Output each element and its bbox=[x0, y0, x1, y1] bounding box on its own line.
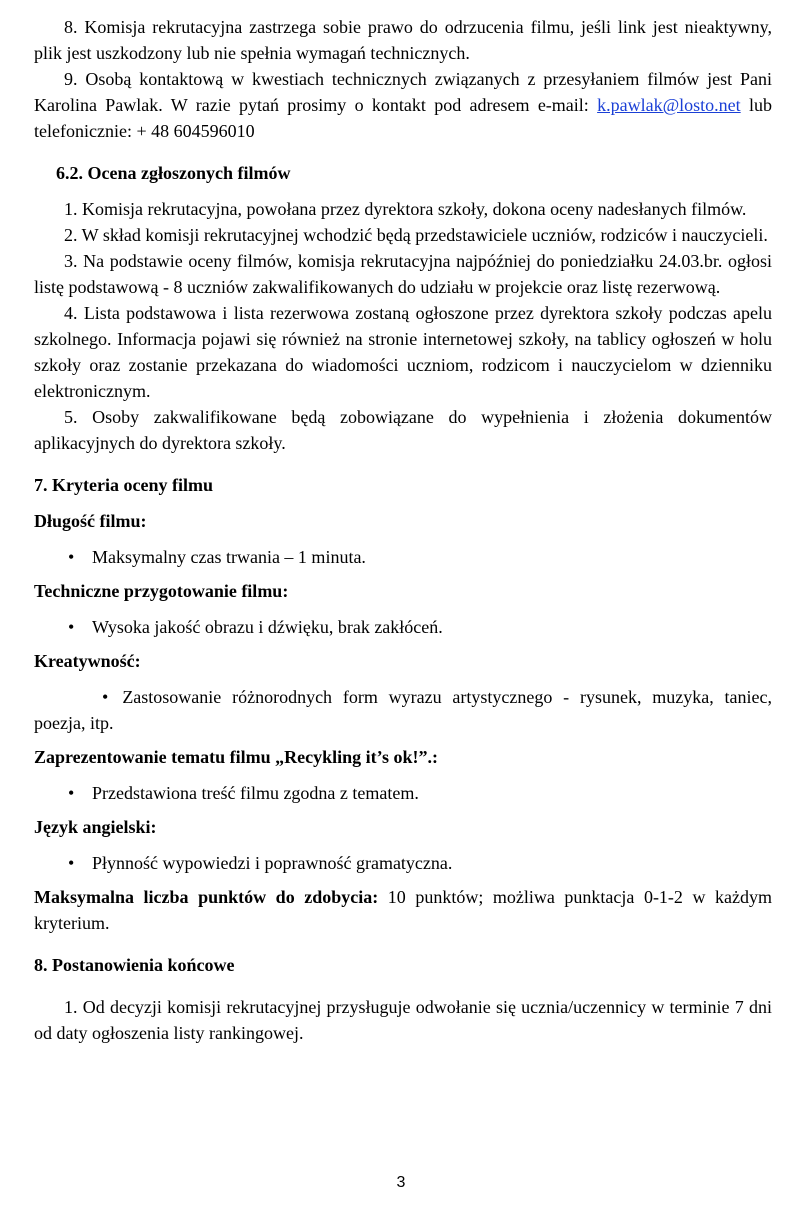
criterion-bullet bbox=[34, 614, 772, 640]
section-6-2-item: 2. W skład komisji rekrutacyjnej wchodzić będą przedstawiciele uczniów, rodziców i nauczycieli. bbox=[64, 225, 768, 245]
criterion-title: Kreatywność: bbox=[34, 651, 141, 671]
criterion-title: Zaprezentowanie tematu filmu „Recykling it’s ok!”.: bbox=[34, 747, 438, 767]
bullet-icon: • bbox=[68, 783, 75, 803]
section-6-2-heading: 6.2. Ocena zgłoszonych filmów bbox=[56, 163, 291, 183]
criterion-bullet bbox=[34, 850, 772, 876]
bullet-icon: • bbox=[68, 853, 75, 873]
max-points bbox=[34, 884, 772, 936]
bullet-icon: • bbox=[102, 687, 109, 707]
section-8-heading: 8. Postanowienia końcowe bbox=[34, 955, 235, 975]
criterion-text: Maksymalny czas trwania – 1 minuta. bbox=[92, 547, 366, 567]
rule-item-8: 8. Komisja rekrutacyjna zastrzega sobie prawo do odrzucenia filmu, jeśli link jest nieaktywny, plik jest uszkodzony lub nie spełnia wymagań technicznych. bbox=[34, 17, 772, 63]
bullet-icon: • bbox=[68, 547, 75, 567]
criterion-bullet bbox=[34, 780, 772, 806]
criterion-bullet bbox=[34, 684, 772, 736]
criterion-bullet bbox=[34, 544, 772, 570]
contact-phone-text: lub telefonicznie: + 48 604596010 bbox=[34, 95, 772, 141]
criterion-text: Zastosowanie różnorodnych form wyrazu artystycznego - rysunek, muzyka, taniec, poezja, itp. bbox=[34, 687, 772, 733]
criterion-title: Język angielski: bbox=[34, 817, 157, 837]
page-number: 3 bbox=[396, 1174, 406, 1191]
criterion-text: Wysoka jakość obrazu i dźwięku, brak zakłóceń. bbox=[92, 617, 443, 637]
section-6-2-item: 4. Lista podstawowa i lista rezerwowa zostaną ogłoszone przez dyrektora szkoły podczas apelu szkolnego. Informacja pojawi się również na stronie internetowej szkoły, na tablicy ogłoszeń w holu szkoły oraz zostanie przekazana do wiadomości uczniom, rodzicom i nauczycielom w dzienniku elektronicznym. bbox=[34, 303, 772, 401]
section-8-item: 1. Od decyzji komisji rekrutacyjnej przysługuje odwołanie się ucznia/uczennicy w terminie 7 dni od daty ogłoszenia listy rankingowej. bbox=[34, 997, 772, 1043]
section-6-2-item: 5. Osoby zakwalifikowane będą zobowiązane do wypełnienia i złożenia dokumentów aplikacyjnych do dyrektora szkoły. bbox=[34, 407, 772, 453]
section-6-2-item: 1. Komisja rekrutacyjna, powołana przez dyrektora szkoły, dokona oceny nadesłanych filmów. bbox=[64, 199, 747, 219]
page-content bbox=[34, 14, 772, 1046]
rule-item-9 bbox=[34, 66, 772, 144]
max-points-label: Maksymalna liczba punktów do zdobycia: bbox=[34, 887, 379, 907]
criterion-title: Długość filmu: bbox=[34, 511, 147, 531]
criterion-text: Płynność wypowiedzi i poprawność gramatyczna. bbox=[92, 853, 453, 873]
criterion-text: Przedstawiona treść filmu zgodna z tematem. bbox=[92, 783, 419, 803]
contact-email-link[interactable]: k.pawlak@losto.net bbox=[597, 95, 741, 115]
bullet-icon: • bbox=[68, 617, 75, 637]
section-7-heading: 7. Kryteria oceny filmu bbox=[34, 475, 213, 495]
criterion-title: Techniczne przygotowanie filmu: bbox=[34, 581, 289, 601]
section-6-2-item: 3. Na podstawie oceny filmów, komisja rekrutacyjna najpóźniej do poniedziałku 24.03.br. ogłosi listę podstawową - 8 uczniów zakwalifikowanych do udziału w projekcie oraz listę rezerwową. bbox=[34, 251, 772, 297]
contact-text: 9. Osobą kontaktową w kwestiach technicznych związanych z przesyłaniem filmów jest Pani Karolina Pawlak. W razie pytań prosimy o kontakt pod adresem e-mail: bbox=[34, 69, 772, 115]
max-points-text: 10 punktów; możliwa punktacja 0-1-2 w każdym kryterium. bbox=[34, 887, 773, 933]
